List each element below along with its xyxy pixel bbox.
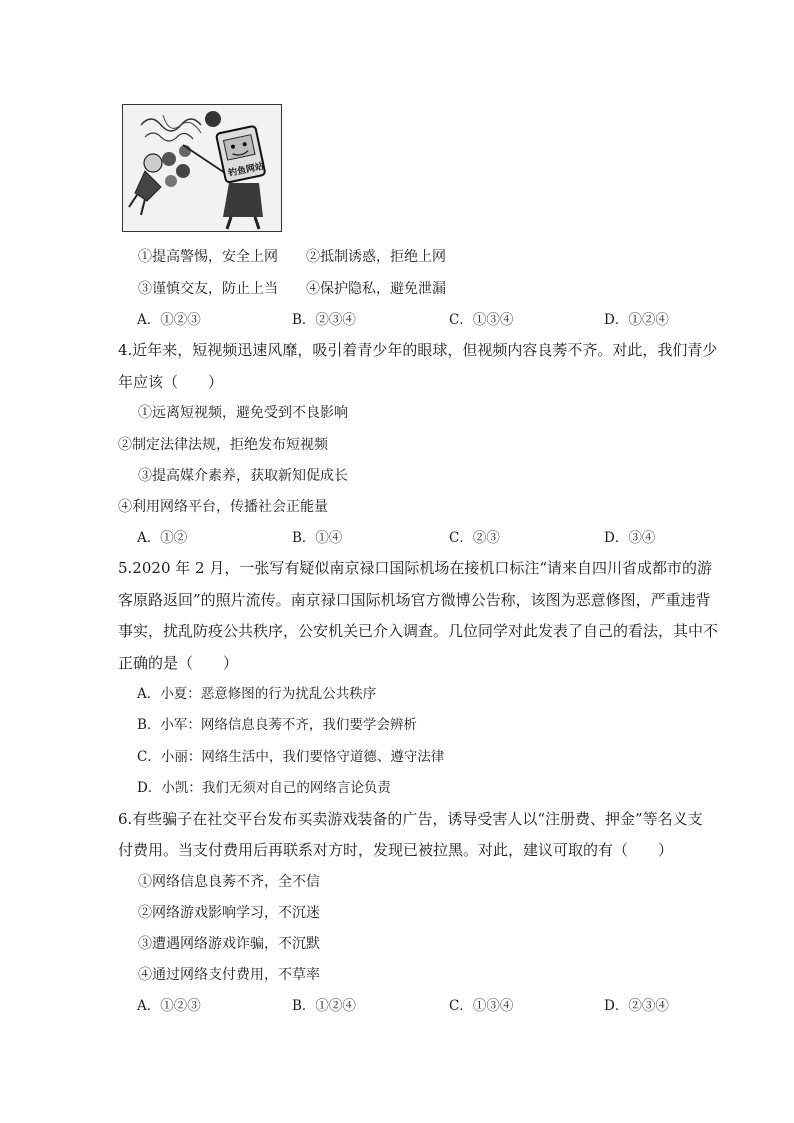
phishing-cartoon-drawing — [123, 105, 281, 231]
q5-option-c[interactable]: C．小丽：网络生活中，我们要恪守道德、遵守法律 — [137, 749, 445, 765]
q4-option-a[interactable]: A．①② — [137, 530, 188, 546]
q3-statement-1: ①提高警惕，安全上网 — [138, 249, 278, 265]
q4-stem-line-2: 年应该（ ） — [118, 373, 224, 391]
q5-stem-line-2: 客原路返回”的照片流传。南京禄口国际机场官方微博公告称，该图为恶意修图，严重违背 — [118, 591, 711, 609]
q4-option-c[interactable]: C．②③ — [449, 530, 500, 546]
q4-statement-4: ④利用网络平台，传播社会正能量 — [118, 499, 328, 515]
q4-statement-3: ③提高媒介素养，获取新知促成长 — [138, 468, 348, 484]
q4-option-b[interactable]: B．①④ — [292, 530, 343, 546]
q4-stem-line-1: 4.近年来，短视频迅速风靡，吸引着青少年的眼球，但视频内容良莠不齐。对此，我们青少 — [118, 341, 718, 359]
q5-stem-line-1: 5.2020 年 2 月，一张写有疑似南京禄口国际机场在接机口标注“请来自四川省成都市的游 — [118, 559, 713, 577]
q6-stem-line-1: 6.有些骗子在社交平台发布买卖游戏装备的广告，诱导受害人以“注册费、押金”等名义支 — [118, 810, 703, 828]
q4-statement-1: ①远离短视频，避免受到不良影响 — [138, 405, 348, 421]
q6-option-a[interactable]: A．①②③ — [137, 998, 201, 1014]
q6-option-b[interactable]: B．①②④ — [292, 998, 356, 1014]
q5-stem-line-3: 事实，扰乱防疫公共秩序，公安机关已介入调查。几位同学对此发表了自己的看法，其中不 — [118, 622, 719, 640]
q6-statement-2: ②网络游戏影响学习，不沉迷 — [138, 905, 320, 921]
q3-statement-2: ②抵制诱惑，拒绝上网 — [306, 249, 446, 265]
q5-stem-line-4: 正确的是（ ） — [118, 654, 239, 672]
q5-option-a[interactable]: A．小夏：恶意修图的行为扰乱公共秩序 — [137, 686, 377, 702]
q6-statement-1: ①网络信息良莠不齐，全不信 — [138, 874, 320, 890]
q5-option-d[interactable]: D．小凯：我们无须对自己的网络言论负责 — [137, 780, 391, 796]
q6-stem-line-2: 付费用。当支付费用后再联系对方时，发现已被拉黑。对此，建议可取的有（ ） — [118, 841, 674, 859]
q6-option-d[interactable]: D．②③④ — [604, 998, 669, 1014]
q3-option-a[interactable]: A．①②③ — [137, 312, 201, 328]
q3-statement-4: ④保护隐私，避免泄漏 — [306, 281, 446, 297]
q6-statement-4: ④通过网络支付费用，不草率 — [138, 967, 320, 983]
cartoon-illustration — [122, 104, 282, 232]
q6-statement-3: ③遭遇网络游戏诈骗，不沉默 — [138, 936, 320, 952]
billboard-text: 钓鱼网站 — [227, 161, 265, 180]
q4-option-d[interactable]: D．③④ — [604, 530, 656, 546]
q5-option-b[interactable]: B．小军：网络信息良莠不齐，我们要学会辨析 — [137, 717, 417, 733]
q6-option-c[interactable]: C．①③④ — [449, 998, 514, 1014]
q3-option-c[interactable]: C．①③④ — [449, 312, 514, 328]
q3-option-d[interactable]: D．①②④ — [604, 312, 669, 328]
q4-statement-2: ②制定法律法规，拒绝发布短视频 — [118, 437, 328, 453]
q3-option-b[interactable]: B．②③④ — [292, 312, 356, 328]
q3-statement-3: ③谨慎交友，防止上当 — [138, 281, 278, 297]
